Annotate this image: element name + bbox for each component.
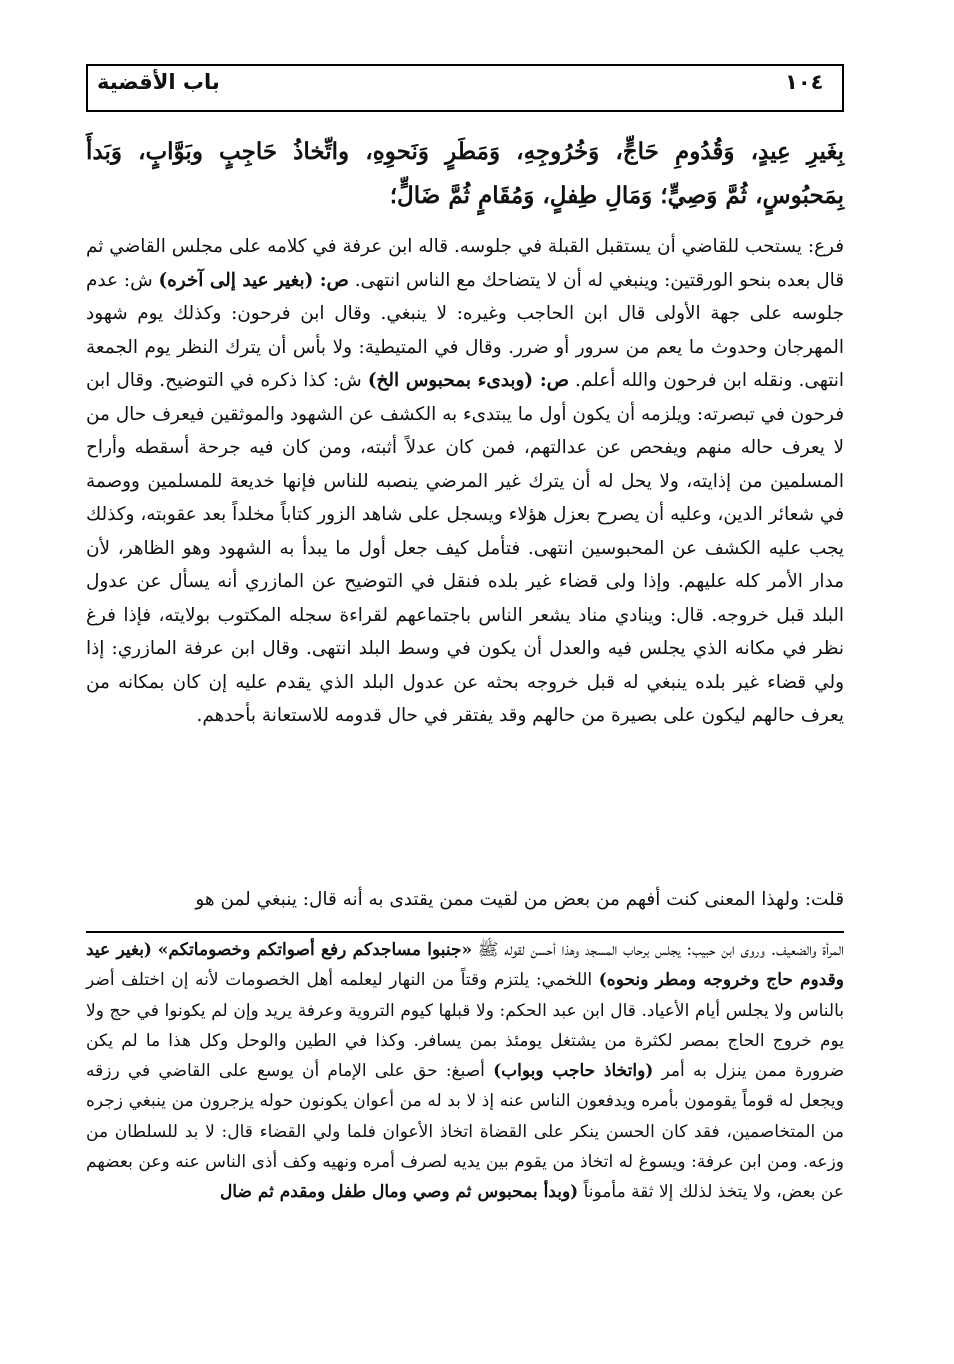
- matn-ref-2: ص: (وبدىء بمحبوس الخ): [367, 370, 569, 391]
- commentary-para-1: فرع: يستحب للقاضي أن يستقبل القبلة في جلوسه. قاله ابن عرفة في كلامه على مجلس القاضي ثم قال بعده بنحو الورقتين: وينبغي له أن لا يتضاحك مع الناس انتهى.: [86, 236, 844, 291]
- page-number: ١٠٤: [785, 70, 824, 94]
- footnote-matn-ref-1: (بغير عيد وقدوم حاج وخروجه ومطر ونحوه): [86, 940, 844, 991]
- commentary-para-2: ش: عدم جلوسه على جهة الأولى قال ابن الحاجب وغيره: لا ينبغي. وقال ابن فرحون: وكذلك يوم شهود المهرجان وحدوث ما يعم من سرور أو ضرر. وقال في المتيطية: ولا بأس أن يترك النظر يوم الجمعة انتهى. ونقله ابن فرحون والله أعلم.: [86, 269, 844, 391]
- matn-text: بِغَيرِ عِيدٍ، وَقُدُومِ حَاجٍّ، وَخُرُوجِهِ، وَمَطَرٍ وَنَحوِهِ، واتِّخاذُ حَاجِبٍ وبَوَّابٍ، وَبَدأَ بِمَحبُوسٍ، ثُمَّ وَصِيٍّ؛ وَمَالِ طِفلٍ، وَمُقَامٍ ثُمَّ ضَالٍّ؛: [86, 138, 844, 209]
- chapter-title: باب الأقضية: [97, 70, 220, 94]
- footnote-matn-ref-3: (وبدأ بمحبوس ثم وصي ومال طفل ومقدم ثم ضال: [219, 1182, 579, 1203]
- footnote-part-1: المرأة والضعيف. وروى ابن حبيب: يجلس برحاب المسجد وهذا أحسن لقوله ﷺ: [477, 940, 845, 960]
- footnote-part-2: اللخمي: يلتزم وقتاً من النهار ليعلمه أهل الخصومات لأنه إن اختلف أضر بالناس ولا يجلس أيام الأعياد. قال ابن عبد الحكم: ولا قبلها كيوم التروية وعرفة يريد وإن لم يكونوا في حج ولا يوم خروج الحاج بمصر لكثرة من يشتغل يومئذ بمن يسافر. وكذا في الطين والوحل وكل هذا ما لم يكن ضرورة ممن ينزل به أمر: [86, 970, 844, 1082]
- hadith-quote: «جنبوا مساجدكم رفع أصواتكم وخصوماتكم»: [157, 940, 473, 960]
- commentary-para-3: ش: كذا ذكره في التوضيح. وقال ابن فرحون في تبصرته: ويلزمه أن يكون أول ما يبتدىء به الكشف عن الشهود والموثقين فيعرف حال من لا يعرف حاله منهم ويفحص عن عدالتهم، فمن كان عدلاً أثبته، ومن كان فيه جرحة أسقطه وأراح المسلمين من إذايته، ولا يحل له أن يترك غير المرضي ينصبه للناس فإنها خديعة للمسلمين ووصمة في شعائر الدين، وعليه أن يصرح بعزل هؤلاء ويسجل على شاهد الزور كتاباً مخلداً بعد عقوبته، وكذلك يجب عليه الكشف عن المحبوسين انتهى. فتأمل كيف جعل أول ما يبدأ به الشهود وهو الظاهر، لأن مدار الأمر كله عليهم. وإذا ولى قضاء غير بلده فنقل في التوضيح عن المازري أنه يسأل عن عدول البلد قبل خروجه. قال: وينادي مناد يشعر الناس باجتماعهم لقراءة سجله المكتوب بولايته، فإذا فرغ نظر في مكانه الذي يجلس فيه والعدل أن يكون في وسط البلد انتهى. وقال ابن عرفة المازري: إذا ولي قضاء غير بلده ينبغي له قبل خروجه بحثه عن عدول البلد الذي يقدم عليه إن كان بمكانه من يعرف حالهم ليكون على بصيرة من حالهم وقد يفتقر في حال قدومه للاستعانة بأحدهم.: [86, 370, 844, 726]
- matn-ref-1: ص: (بغير عيد إلى آخره): [158, 269, 349, 291]
- footnote-divider: [86, 931, 844, 933]
- footnote-matn-ref-2: (واتخاذ حاجب وبواب): [493, 1061, 654, 1082]
- footnote-text: [86, 935, 844, 1208]
- commentary-text: [86, 230, 844, 733]
- qult-paragraph: قلت: ولهذا المعنى كنت أفهم من بعض من لقيت ممن يقتدى به أنه قال: ينبغي لمن هو: [195, 889, 844, 910]
- footnote-part-3: أصبغ: حق على الإمام أن يوسع على القاضي في رزقه ويجعل له قوماً يقومون بأمره ويدفعون الناس عنه إذ لا بد له من أعوان يكونون حوله يزجرون من ينبغي زجره من المتخاصمين، فقد كان الحسن ينكر على القضاة اتخاذ الأعوان فلما ولي القضاء قال: لا بد للسلطان من وزعه. ومن ابن عرفة: ويسوغ له اتخاذ من يقوم بين يديه لصرف أمره ونهيه وكف أذى الناس عنه وعن بعضهم عن بعض، ولا يتخذ لذلك إلا ثقة مأموناً: [86, 1061, 844, 1203]
